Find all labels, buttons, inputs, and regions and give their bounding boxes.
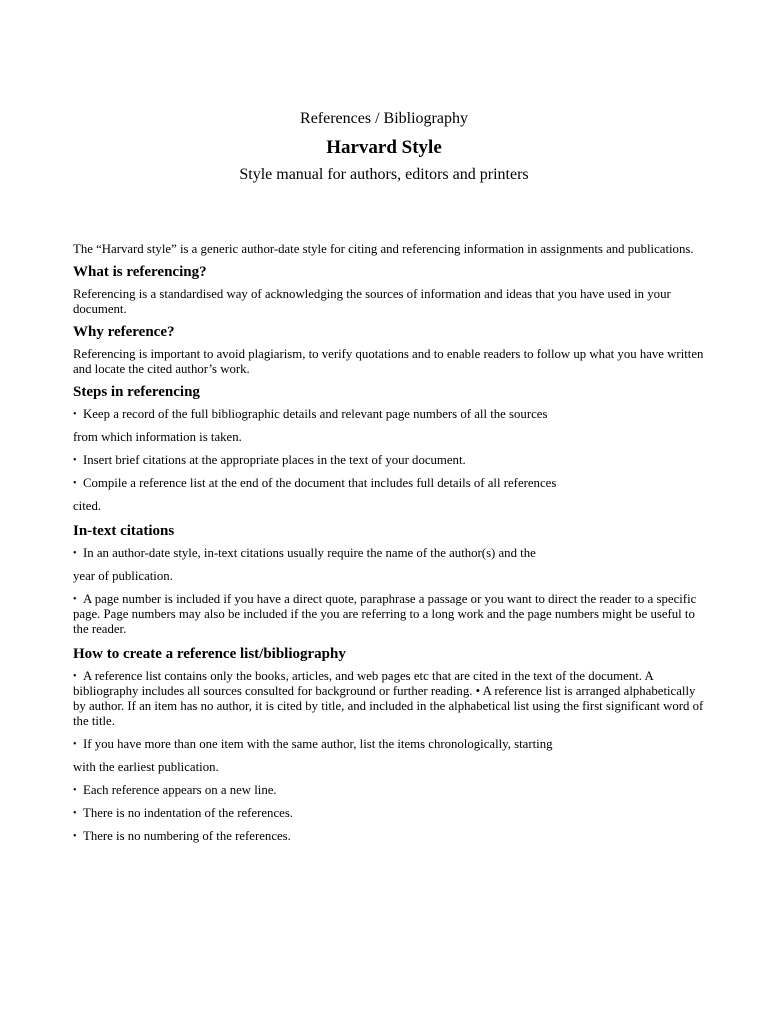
- howto-bullet: • A reference list contains only the books, articles, and web pages etc that are cited in the text of the document. A bibliography includes all sources consulted for background or further reading. • A reference list is arranged alphabetically by author. If an item has no author, it is cited by title, and included in the alphabetical list using the first significant word of the title.: [73, 669, 705, 729]
- intro-paragraph: The “Harvard style” is a generic author-date style for citing and referencing information in assignments and publications.: [73, 242, 694, 256]
- steps-bullet: • Keep a record of the full bibliographic details and relevant page numbers of all the sources: [73, 407, 705, 422]
- document-subtitle: Style manual for authors, editors and printers: [239, 166, 529, 183]
- howto-bullet: • There is no indentation of the references.: [73, 806, 705, 821]
- howto-bullet: • Each reference appears on a new line.: [73, 783, 705, 798]
- document-title: Harvard Style: [326, 137, 442, 158]
- howto-continuation: with the earliest publication.: [73, 760, 219, 774]
- steps-continuation: from which information is taken.: [73, 430, 242, 444]
- intext-bullet: • A page number is included if you have a direct quote, paraphrase a passage or you want to direct the reader to a specific page. Page numbers may also be included if the you are referring to a long work and the page numbers might be useful to the reader.: [73, 592, 705, 637]
- steps-bullet: • Insert brief citations at the appropriate places in the text of your document.: [73, 453, 705, 468]
- intext-bullet: • In an author-date style, in-text citations usually require the name of the author(s) and the: [73, 546, 705, 561]
- why-reference-text: Referencing is important to avoid plagiarism, to verify quotations and to enable readers to follow up what you have written and locate the cited author’s work.: [73, 347, 704, 376]
- heading-why-reference: Why reference?: [73, 324, 175, 340]
- intext-continuation: year of publication.: [73, 569, 173, 583]
- document-body: [73, 242, 705, 852]
- heading-how-to-create-reference-list: How to create a reference list/bibliography: [73, 646, 346, 662]
- howto-bullet: • If you have more than one item with the same author, list the items chronologically, starting: [73, 737, 705, 752]
- heading-what-is-referencing: What is referencing?: [73, 264, 207, 280]
- heading-in-text-citations: In-text citations: [73, 523, 175, 539]
- steps-bullet: • Compile a reference list at the end of the document that includes full details of all references: [73, 476, 705, 491]
- what-is-referencing-text: Referencing is a standardised way of acknowledging the sources of information and ideas that you have used in your document.: [73, 287, 671, 316]
- howto-bullet: • There is no numbering of the references.: [73, 829, 705, 844]
- document-kicker: References / Bibliography: [300, 110, 468, 127]
- heading-steps-in-referencing: Steps in referencing: [73, 384, 200, 400]
- steps-continuation: cited.: [73, 499, 102, 513]
